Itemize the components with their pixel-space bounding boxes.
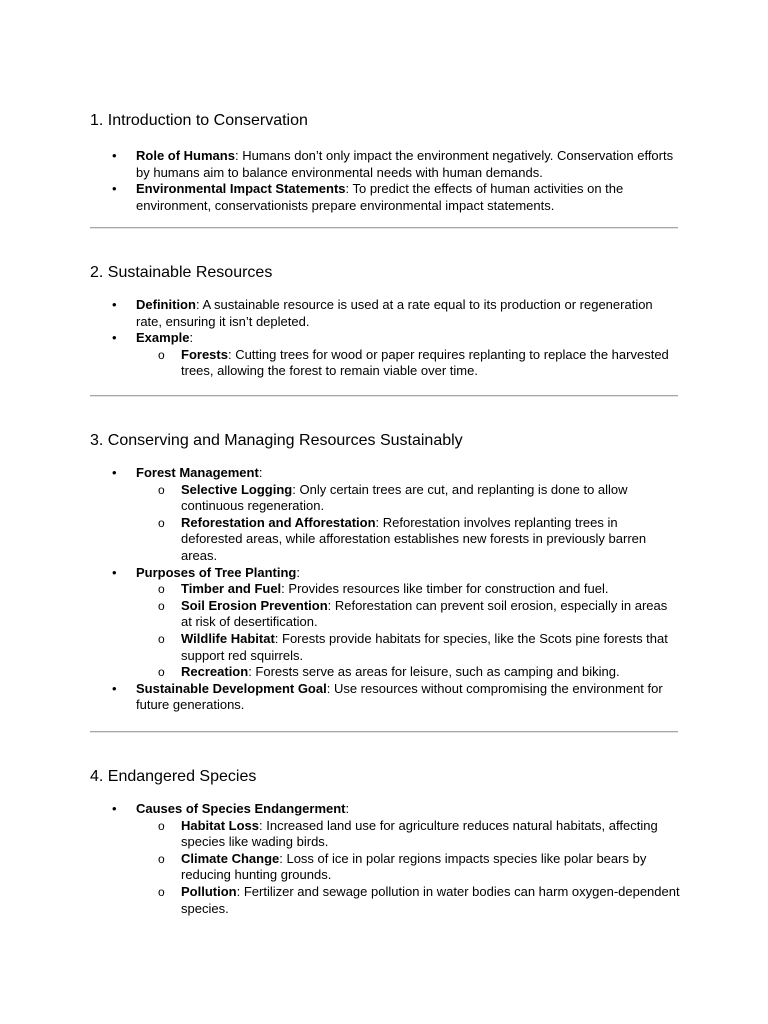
item-label: Timber and Fuel <box>181 581 282 597</box>
circle-bullet-icon: o <box>158 347 165 362</box>
item-text: : Forests provide habitats for species, like the Scots pine forests that support red squirrels. <box>181 630 668 663</box>
item-label: Climate Change <box>181 850 280 866</box>
bullet-icon: • <box>112 801 117 816</box>
section-conserving-managing-resources <box>90 431 680 714</box>
horizontal-divider <box>90 395 678 397</box>
item-label: Purposes of Tree Planting <box>136 564 297 580</box>
item-label: Causes of Species Endangerment <box>136 801 346 816</box>
item-text: : Use resources without compromising the environment for future generations. <box>136 680 663 713</box>
circle-bullet-icon: o <box>158 598 165 613</box>
sub-list-item <box>136 347 680 380</box>
item-label: Definition <box>136 297 196 312</box>
sub-list-item <box>136 818 680 851</box>
item-label: Recreation <box>181 664 249 680</box>
horizontal-divider <box>90 731 678 733</box>
list-item <box>90 148 680 181</box>
sub-list-item <box>136 581 680 598</box>
sub-list-item <box>136 851 680 884</box>
sub-list-item <box>136 664 680 681</box>
bullet-list <box>90 465 680 714</box>
section-introduction-to-conservation <box>90 111 680 214</box>
horizontal-divider <box>90 227 678 229</box>
item-text: : Humans don’t only impact the environment negatively. Conservation efforts by humans aim to balance environmental needs with human demands. <box>136 148 674 180</box>
circle-bullet-icon: o <box>158 515 165 530</box>
bullet-list <box>90 801 680 917</box>
item-text: : Fertilizer and sewage pollution in water bodies can harm oxygen-dependent species. <box>181 883 680 916</box>
item-text: : Provides resources like timber for construction and fuel. <box>281 581 609 597</box>
bullet-list <box>90 297 680 380</box>
section-endangered-species <box>90 767 680 917</box>
item-label: Habitat Loss <box>181 817 260 833</box>
circle-bullet-icon: o <box>158 631 165 646</box>
item-text: : To predict the effects of human activities on the environment, conservationists prepare environmental impact statements. <box>136 181 624 213</box>
sub-bullet-list <box>136 818 680 918</box>
circle-bullet-icon: o <box>158 665 165 680</box>
list-item <box>90 465 680 565</box>
bullet-icon: • <box>112 297 117 312</box>
circle-bullet-icon: o <box>158 851 165 866</box>
item-label: Forest Management <box>136 465 259 480</box>
item-text: : Reforestation involves replanting trees in deforested areas, while afforestation establishes new forests in previously barren areas. <box>181 514 647 563</box>
list-item <box>90 801 680 917</box>
item-text: : Cutting trees for wood or paper requires replanting to replace the harvested trees, allowing the forest to remain viable over time. <box>181 346 669 379</box>
item-label: Forests <box>181 346 228 362</box>
sub-list-item <box>136 598 680 631</box>
bullet-icon: • <box>112 148 117 163</box>
bullet-icon: • <box>112 680 117 696</box>
list-item <box>90 181 680 214</box>
item-text: : <box>189 330 194 346</box>
list-item <box>90 297 680 330</box>
item-text: : Loss of ice in polar regions impacts species like polar bears by reducing hunting grounds. <box>181 850 647 883</box>
item-text: : Reforestation can prevent soil erosion, especially in areas at risk of desertification. <box>181 597 668 630</box>
item-label: Wildlife Habitat <box>181 630 275 646</box>
sub-bullet-list <box>136 347 680 380</box>
item-text: : <box>345 801 350 816</box>
bullet-icon: • <box>112 564 117 580</box>
circle-bullet-icon: o <box>158 582 165 597</box>
sub-list-item <box>136 884 680 917</box>
item-text: : A sustainable resource is used at a rate equal to its production or regeneration rate, ensuring it isn’t depleted. <box>136 297 653 329</box>
circle-bullet-icon: o <box>158 884 165 899</box>
list-item <box>90 330 680 380</box>
item-label: Reforestation and Afforestation <box>181 514 376 530</box>
item-text: : <box>296 564 300 580</box>
sub-bullet-list <box>136 482 680 565</box>
bullet-icon: • <box>112 330 117 346</box>
item-text: : <box>258 465 263 480</box>
circle-bullet-icon: o <box>158 482 165 497</box>
item-text: : Increased land use for agriculture reduces natural habitats, affecting species like wading birds. <box>181 817 658 850</box>
item-label: Environmental Impact Statements <box>136 181 346 197</box>
bullet-icon: • <box>112 465 117 480</box>
item-text: : Forests serve as areas for leisure, such as camping and biking. <box>248 664 620 680</box>
sub-bullet-list <box>136 581 680 681</box>
section-heading: 3. Conserving and Managing Resources Sustainably <box>90 432 463 449</box>
item-label: Role of Humans <box>136 148 235 163</box>
bullet-list <box>90 148 680 214</box>
item-label: Sustainable Development Goal <box>136 680 327 696</box>
list-item <box>90 565 680 681</box>
section-heading: 4. Endangered Species <box>90 768 257 785</box>
bullet-icon: • <box>112 181 117 197</box>
sub-list-item <box>136 482 680 515</box>
item-label: Selective Logging <box>181 481 293 497</box>
section-sustainable-resources <box>90 263 680 380</box>
sub-list-item <box>136 631 680 664</box>
circle-bullet-icon: o <box>158 818 165 833</box>
item-label: Example <box>136 330 190 346</box>
section-heading: 2. Sustainable Resources <box>90 264 273 281</box>
sub-list-item <box>136 515 680 565</box>
item-text: : Only certain trees are cut, and replanting is done to allow continuous regeneration. <box>181 481 628 514</box>
section-heading: 1. Introduction to Conservation <box>90 112 308 129</box>
item-label: Soil Erosion Prevention <box>181 597 328 613</box>
list-item <box>90 681 680 714</box>
item-label: Pollution <box>181 883 237 899</box>
